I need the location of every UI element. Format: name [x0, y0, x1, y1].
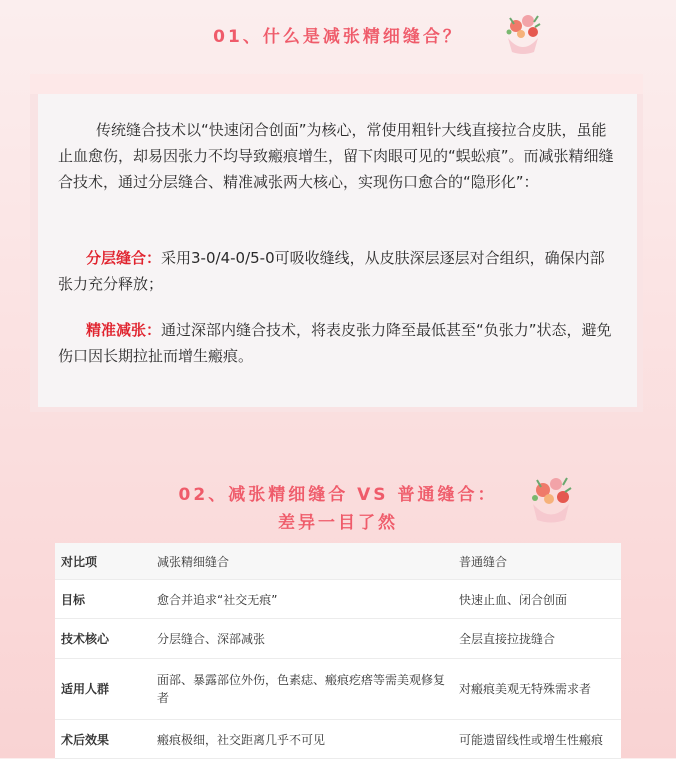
point-precise-tension-text: 通过深部内缝合技术，将表皮张力降至最低甚至“负张力”状态，避免伤口因长期拉扯而增生瘢痕。	[58, 321, 612, 365]
section2-title-line2: 差异一目了然	[278, 513, 398, 533]
flower-bouquet-icon	[525, 470, 577, 525]
table-cell: 分层缝合、深部减张	[151, 619, 453, 659]
point-precise-tension	[58, 317, 618, 369]
intro-paragraph: 传统缝合技术以“快速闭合创面”为核心，常使用粗针大线直接拉合皮肤，虽能止血愈伤，却易因张力不均导致瘢痕增生，留下肉眼可见的“蜈蚣痕”。而减张精细缝合技术，通过分层缝合、精准减张两大核心，实现伤口愈合的“隐形化”：	[58, 121, 614, 191]
table-header-cell: 普通缝合	[453, 543, 621, 580]
table-cell: 瘢痕极细，社交距离几乎不可见	[151, 720, 453, 759]
table-cell: 术后效果	[55, 720, 151, 759]
section1-title: 01、什么是减张精细缝合？	[213, 27, 463, 47]
intro-card-header-strip	[30, 74, 643, 94]
table-cell: 目标	[55, 580, 151, 619]
flower-bouquet-icon	[500, 8, 546, 56]
table-cell: 适用人群	[55, 659, 151, 720]
table-cell: 可能遗留线性或增生性瘢痕	[453, 720, 621, 759]
point-layered-suture-label: 分层缝合：	[86, 249, 162, 267]
table-header-row	[55, 543, 621, 580]
table-cell: 愈合并追求“社交无痕”	[151, 580, 453, 619]
table-row	[55, 619, 621, 659]
table-row	[55, 659, 621, 720]
table-cell: 技术核心	[55, 619, 151, 659]
table-row	[55, 580, 621, 619]
point-layered-suture	[58, 245, 618, 297]
comparison-table	[55, 543, 621, 759]
table-header-cell: 对比项	[55, 543, 151, 580]
table-cell: 对瘢痕美观无特殊需求者	[453, 659, 621, 720]
table-cell: 面部、暴露部位外伤，色素痣、瘢痕疙瘩等需美观修复者	[151, 659, 453, 720]
table-header-cell: 减张精细缝合	[151, 543, 453, 580]
section2-title-line1: 02、减张精细缝合 VS 普通缝合：	[178, 485, 498, 505]
point-precise-tension-label: 精准减张：	[86, 321, 162, 339]
table-cell: 全层直接拉拢缝合	[453, 619, 621, 659]
point-layered-suture-text: 采用3-0/4-0/5-0可吸收缝线，从皮肤深层逐层对合组织，确保内部张力充分释放；	[58, 249, 605, 293]
table-cell: 快速止血、闭合创面	[453, 580, 621, 619]
table-row	[55, 720, 621, 759]
